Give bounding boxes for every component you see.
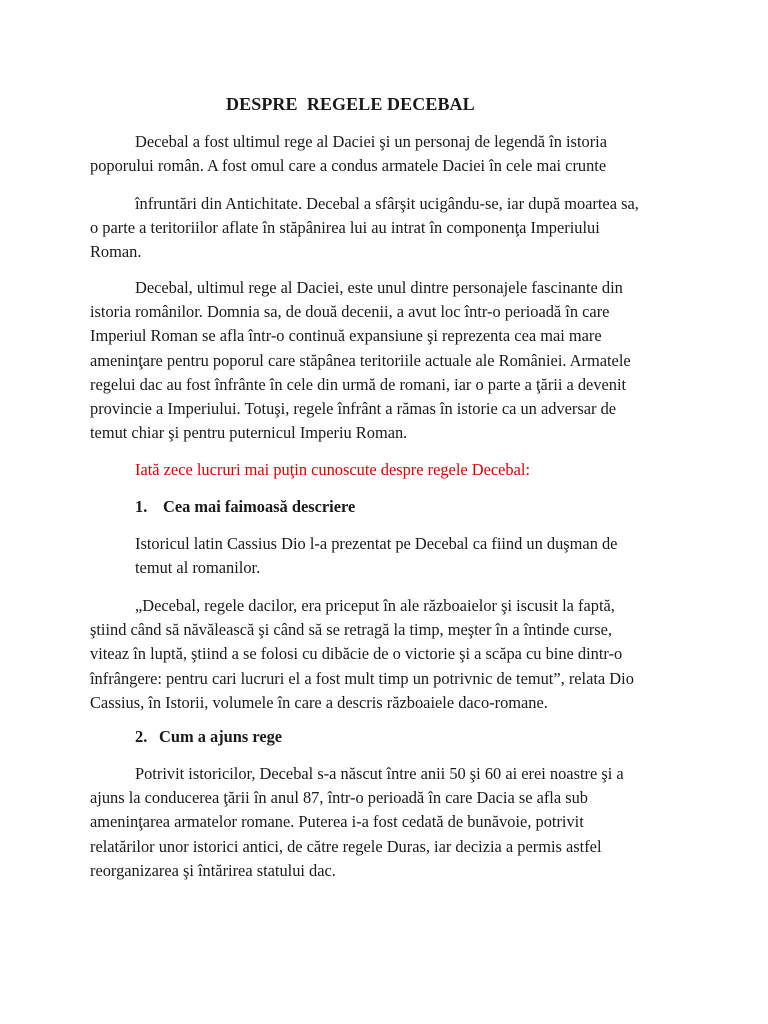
text-line: regelui dac au fost înfrânte în cele din urmă de romani, iar o parte a ţării a devenit (90, 374, 627, 394)
section-title: Cum a ajuns rege (159, 727, 283, 746)
text-line: Decebal a fost ultimul rege al Daciei şi un personaj de legendă în istoria (135, 132, 607, 151)
paragraph-reign (90, 276, 690, 445)
text-line: ameninţarea armatelor romane. Puterea i-a fost cedată de bunăvoie, potrivit (90, 812, 584, 832)
quote-paragraph (90, 594, 690, 715)
text-line: „Decebal, regele dacilor, era priceput în ale războaielor şi iscusit la faptă, (135, 596, 615, 615)
paragraph-intro (90, 130, 690, 178)
section-heading-2 (135, 727, 282, 747)
section-number: 2. (135, 727, 148, 746)
text-line: istoria românilor. Domnia sa, de două decenii, a avut loc într-o perioadă în care (90, 302, 610, 322)
section-title: Cea mai faimoasă descriere (163, 497, 356, 516)
text-line: poporului român. A fost omul care a condus armatele Daciei în cele mai crunte (90, 156, 607, 176)
text-line: ajuns la conducerea ţării în anul 87, într-o perioadă în care Dacia se afla sub (90, 788, 589, 808)
text-line: înfrângere: pentru cari lucruri el a fost mult timp un potrivnic de temut”, relata Dio (90, 668, 634, 688)
text-line: o parte a teritoriilor aflate în stăpânirea lui au intrat în componenţa Imperiului (90, 218, 600, 238)
text-line: temut chiar şi pentru puternicul Imperiu Roman. (90, 423, 408, 443)
paragraph-death (90, 192, 690, 265)
text-line: temut al romanilor. (135, 558, 261, 578)
text-line: Roman. (90, 242, 142, 262)
paragraph-cassius-dio (90, 532, 690, 580)
text-line: Decebal, ultimul rege al Daciei, este unul dintre personajele fascinante din (135, 278, 623, 297)
intro-red-line (90, 458, 690, 482)
text-line: Istoricul latin Cassius Dio l-a prezentat pe Decebal ca fiind un duşman de (135, 534, 618, 553)
document-title: DESPRE REGELE DECEBAL (226, 94, 475, 114)
text-line: ameninţare pentru poporul care stăpânea teritoriile actuale ale României. Armatele (90, 350, 631, 370)
text-line: înfruntări din Antichitate. Decebal a sfârşit ucigându-se, iar după moartea sa, (135, 194, 639, 213)
text-line: provincie a Imperiului. Totuşi, regele înfrânt a rămas în istorie ca un adversar de (90, 399, 617, 419)
section-number: 1. (135, 497, 148, 516)
paragraph-became-king (90, 762, 690, 883)
text-line: Cassius, în Istorii, volumele în care a descris războaiele daco-romane. (90, 692, 548, 712)
text-line: reorganizarea şi întărirea statului dac. (90, 860, 336, 880)
text-line: Potrivit istoricilor, Decebal s-a născut între anii 50 şi 60 ai erei noastre şi a (135, 764, 624, 783)
text-line: ştiind când să năvălească şi când să se retragă la timp, meşter în a întinde curse, (90, 620, 613, 640)
text-line: Imperiul Roman se afla într-o continuă expansiune şi reprezenta cea mai mare (90, 326, 602, 346)
section-heading-1 (135, 497, 355, 517)
text-line: viteaz în luptă, ştiind a se folosi cu dibăcie de o victorie şi a scăpa cu bine dintr-o (90, 644, 623, 664)
text-line: Iată zece lucruri mai puţin cunoscute despre regele Decebal: (135, 460, 530, 479)
text-line: relatărilor unor istorici antici, de către regele Duras, iar decizia a permis astfel (90, 836, 602, 856)
